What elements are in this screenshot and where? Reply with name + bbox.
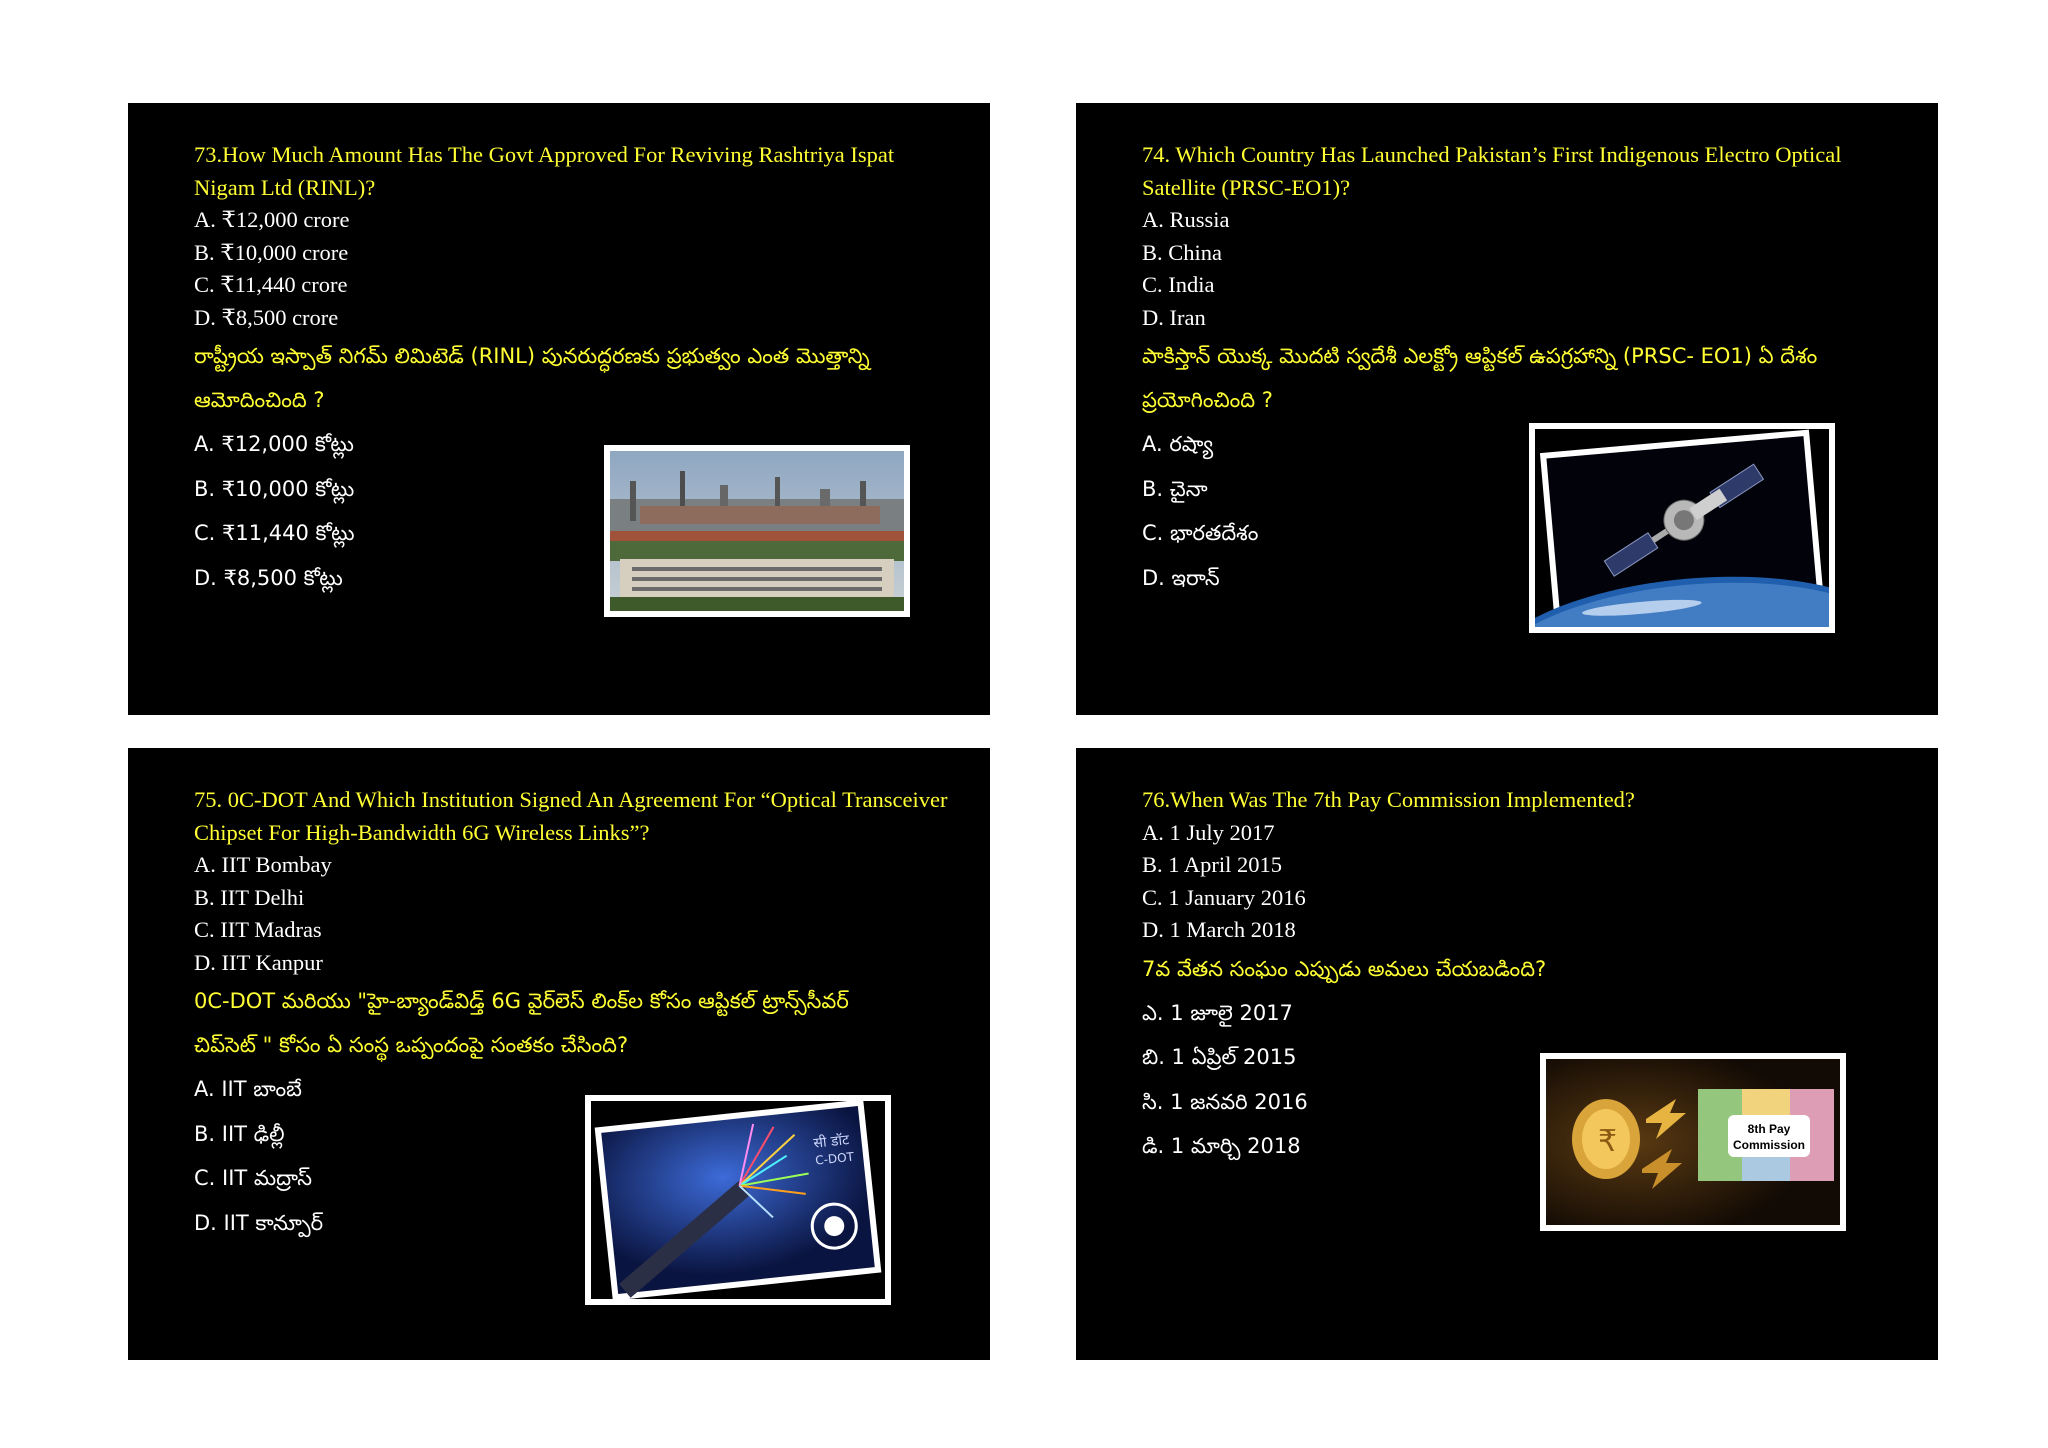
option-a-english: A. IIT Bombay bbox=[194, 852, 332, 877]
svg-text:8th Pay: 8th Pay bbox=[1747, 1122, 1791, 1136]
option-c-telugu: C. ₹11,440 కోట్లు bbox=[194, 521, 355, 545]
option-b-telugu: B. IIT ఢిల్లీ bbox=[194, 1121, 285, 1146]
svg-text:सी डॉट: सी डॉट bbox=[812, 1132, 850, 1152]
option-c-telugu: సి. 1 జనవరి 2016 bbox=[1142, 1089, 1308, 1114]
steel-plant-photo bbox=[604, 445, 910, 617]
svg-text:₹: ₹ bbox=[1598, 1124, 1618, 1159]
slide-question-75 bbox=[128, 748, 990, 1360]
pay-commission-photo bbox=[1540, 1053, 1846, 1231]
question-telugu-line-2: ప్రయోగించింది ? bbox=[1142, 388, 1273, 412]
option-d-telugu: D. ఇరాన్ bbox=[1142, 565, 1220, 590]
option-c-english: C. India bbox=[1142, 272, 1215, 297]
question-english: 76.When Was The 7th Pay Commission Implemented? bbox=[1142, 787, 1635, 812]
question-english: 73.How Much Amount Has The Govt Approved For Reviving Rashtriya Ispat Nigam Ltd (RINL)? bbox=[194, 142, 895, 200]
option-d-english: D. ₹8,500 crore bbox=[194, 304, 339, 330]
question-telugu-line-2: చిప్‌సెట్ " కోసం ఏ సంస్థ ఒప్పందంపై సంతకం చేసింది? bbox=[194, 1033, 629, 1057]
option-c-telugu: C. భారతదేశం bbox=[1142, 521, 1259, 545]
question-telugu-line-1: పాకిస్తాన్ యొక్క మొదటి స్వదేశీ ఎలక్ట్రో ఆప్టికల్ ఉపగ్రహాన్ని (PRSC- EO1) ఏ దేశం bbox=[1142, 344, 1818, 368]
question-telugu-line-2: ఆమోదించింది ? bbox=[194, 388, 325, 412]
steel-plant-icon bbox=[610, 451, 904, 611]
optical-fiber-photo bbox=[585, 1095, 891, 1305]
option-a-english: A. ₹12,000 crore bbox=[194, 207, 350, 232]
slide-question-74 bbox=[1076, 103, 1938, 715]
option-d-english: D. IIT Kanpur bbox=[194, 949, 323, 975]
option-a-telugu: A. ₹12,000 కోట్లు bbox=[194, 432, 354, 456]
option-b-english: B. China bbox=[1142, 239, 1223, 265]
optical-fiber-icon bbox=[591, 1101, 885, 1299]
option-a-telugu: ఎ. 1 జూలై 2017 bbox=[1142, 1000, 1293, 1025]
option-d-english: D. 1 March 2018 bbox=[1142, 917, 1296, 942]
option-c-english: C. 1 January 2016 bbox=[1142, 884, 1306, 910]
option-a-english: A. 1 July 2017 bbox=[1142, 819, 1275, 845]
option-b-telugu: B. చైనా bbox=[1142, 476, 1208, 501]
pay-commission-icon bbox=[1546, 1059, 1840, 1225]
question-telugu-line-1: 0C-DOT మరియు "హై-బ్యాండ్‌విడ్త్ 6G వైర్‌లెస్ లింక్‌ల కోసం ఆప్టికల్ ట్రాన్స్‌సీవర్ bbox=[194, 989, 849, 1013]
option-b-english: B. IIT Delhi bbox=[194, 884, 305, 910]
option-b-english: B. ₹10,000 crore bbox=[194, 239, 349, 265]
question-telugu-line-1: రాష్ట్రీయ ఇస్పాత్ నిగమ్ లిమిటెడ్ (RINL) పునరుద్ధరణకు ప్రభుత్వం ఎంత మొత్తాన్ని bbox=[194, 344, 870, 368]
option-c-telugu: C. IIT మద్రాస్ bbox=[194, 1166, 313, 1190]
question-english: 74. Which Country Has Launched Pakistan’s First Indigenous Electro Optical Satellite (PRSC-EO1)? bbox=[1142, 142, 1842, 200]
option-a-telugu: A. రష్యా bbox=[1142, 432, 1214, 456]
svg-text:Commission: Commission bbox=[1732, 1138, 1806, 1152]
option-d-telugu: D. ₹8,500 కోట్లు bbox=[194, 565, 343, 590]
satellite-icon bbox=[1535, 429, 1829, 627]
slide-question-76 bbox=[1076, 748, 1938, 1360]
question-telugu: 7వ వేతన సంఘం ఎప్పుడు అమలు చేయబడింది? bbox=[1142, 956, 1547, 981]
option-d-english: D. Iran bbox=[1142, 304, 1206, 330]
question-english: 75. 0C-DOT And Which Institution Signed An Agreement For “Optical Transceiver Chipset For High-Bandwidth 6G Wireless Links”? bbox=[194, 787, 948, 845]
slide-question-73 bbox=[128, 103, 990, 715]
option-a-english: A. Russia bbox=[1142, 207, 1230, 232]
satellite-photo bbox=[1529, 423, 1835, 633]
option-c-english: C. ₹11,440 crore bbox=[194, 272, 348, 297]
option-a-telugu: A. IIT బాంబే bbox=[194, 1077, 302, 1101]
option-b-telugu: B. ₹10,000 కోట్లు bbox=[194, 476, 355, 501]
option-b-telugu: బి. 1 ఏప్రిల్ 2015 bbox=[1142, 1045, 1297, 1069]
svg-text:C-DOT: C-DOT bbox=[814, 1149, 855, 1168]
option-c-english: C. IIT Madras bbox=[194, 917, 322, 942]
option-d-telugu: డి. 1 మార్చి 2018 bbox=[1142, 1134, 1301, 1158]
option-b-english: B. 1 April 2015 bbox=[1142, 852, 1283, 877]
option-d-telugu: D. IIT కాన్పూర్ bbox=[194, 1210, 324, 1235]
